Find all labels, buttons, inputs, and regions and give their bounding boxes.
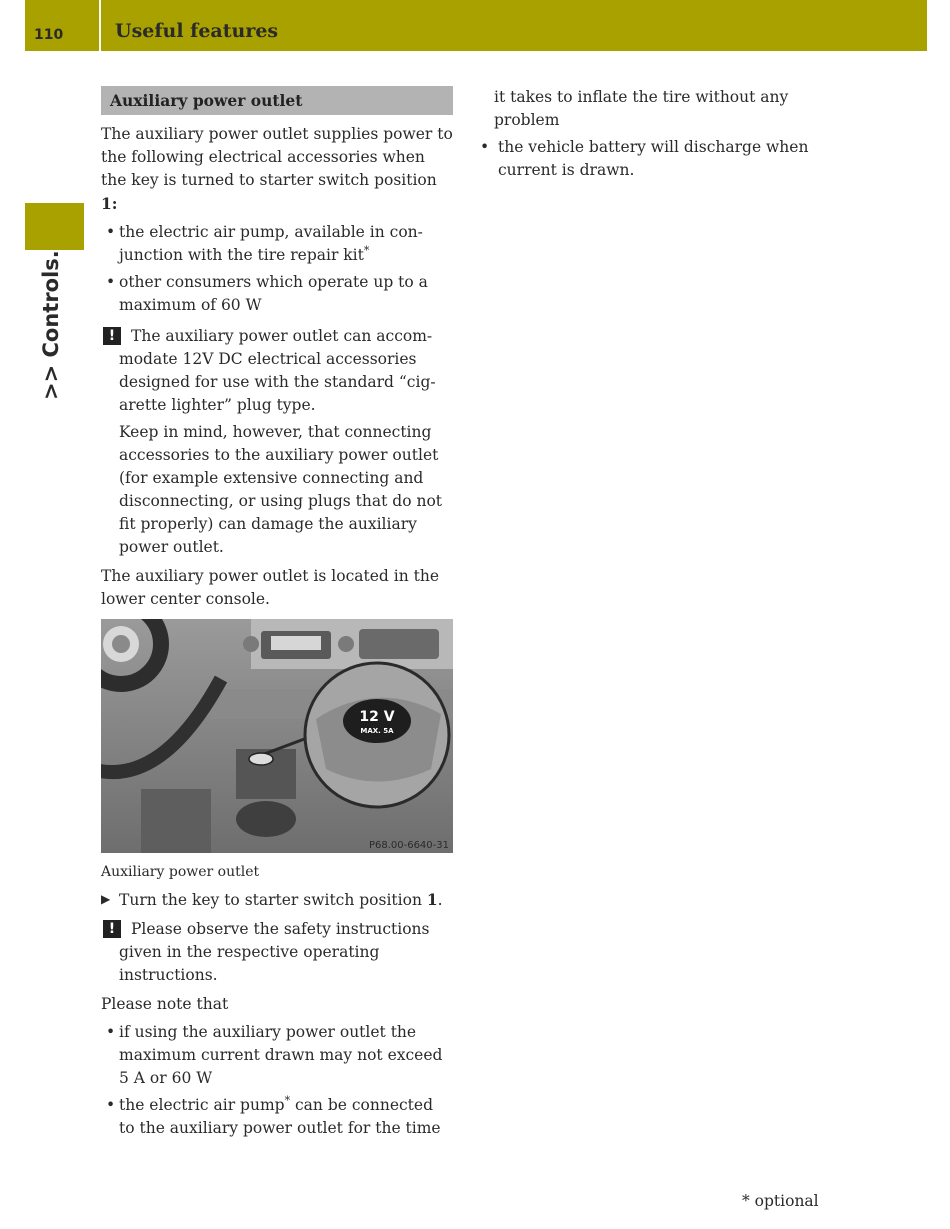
pedal-area [141,789,211,853]
figure-caption: Auxiliary power outlet [101,864,260,880]
figure-reference: P68.00-6640-31 [368,840,449,851]
instruction-step [101,888,453,912]
safety-note [101,918,453,987]
note-list-continued [480,136,840,182]
warning-text-continued: Keep in mind, however, that connecting accessories to the auxiliary power outlet (for example extensive connecting and disconnecting, or using plugs that do not fit properly) can damage the auxiliary power outlet. [119,423,443,556]
label-max: MAX. 5A [360,727,394,735]
list-item: • if using the auxiliary power outlet the maximum current drawn may not exceed 5 A or 60 W [106,1023,443,1087]
list-item-text: if using the auxiliary power outlet the maximum current drawn may not exceed 5 A or 60 W [119,1023,443,1087]
air-vent [359,629,439,659]
header-divider [99,0,101,51]
location-paragraph: The auxiliary power outlet is located in the lower center console. [101,567,440,608]
radio-knob-left [243,636,259,652]
step-text: Turn the key to starter switch position [119,891,422,909]
step-arrow-icon: ▶ [101,892,111,906]
list-item-text-continued: can be connected to the auxiliary power outlet for the time [119,1096,441,1137]
right-column [480,86,840,190]
brand-logo-center [112,635,130,653]
continued-text: it takes to inflate the tire without any problem [494,88,789,129]
chapter-tab-marker [25,203,84,250]
warning-text: The auxiliary power outlet can accom-modate 12V DC electrical accessories designed for use with the standard “cig-arette lighter” plug type. [119,327,436,414]
list-item: • other consumers which operate up to a maximum of 60 W [106,273,428,314]
optional-marker: * [363,243,370,257]
optional-marker: * [284,1093,291,1107]
gear-shifter [236,801,296,837]
radio-knob-right [338,636,354,652]
note-list [101,1021,453,1140]
left-column [101,86,453,1148]
safety-text: Please observe the safety instructions given in the respective operating instructions. [119,920,430,984]
footnote-optional: * optional [742,1192,819,1210]
accessory-list [101,221,453,317]
list-item: • the electric air pump* can be connected to the auxiliary power outlet for the time [106,1093,441,1137]
power-outlet-photo [101,619,453,853]
list-item-text: the electric air pump [119,1096,285,1114]
chapter-label: >> Controls. [39,250,63,400]
warning-icon: ! [103,327,121,345]
section-heading: Auxiliary power outlet [101,86,453,115]
intro-paragraph [101,123,453,216]
list-item: • the electric air pump, available in con-junction with the tire repair kit* [106,223,423,264]
warning-note [101,325,453,559]
radio-display [271,636,321,650]
page-number: 110 [34,27,64,43]
list-item-text: the vehicle battery will discharge when current is drawn. [498,138,809,179]
step-end: . [437,891,443,909]
list-item-text: other consumers which operate up to a maximum of 60 W [119,273,428,314]
warning-icon: ! [103,920,121,938]
note-intro: Please note that [101,995,229,1013]
list-item: • the vehicle battery will discharge when current is drawn. [480,138,809,179]
label-12v: 12 V [359,709,395,725]
step-position: 1 [426,890,438,909]
intro-position: 1: [101,194,118,213]
list-item-text: the electric air pump, available in con-junction with the tire repair kit [119,223,423,264]
page-title: Useful features [115,20,279,42]
outlet-marker [249,753,273,765]
intro-text: The auxiliary power outlet supplies power to the following electrical accessories when the key is turned to starter switch position [101,125,453,189]
